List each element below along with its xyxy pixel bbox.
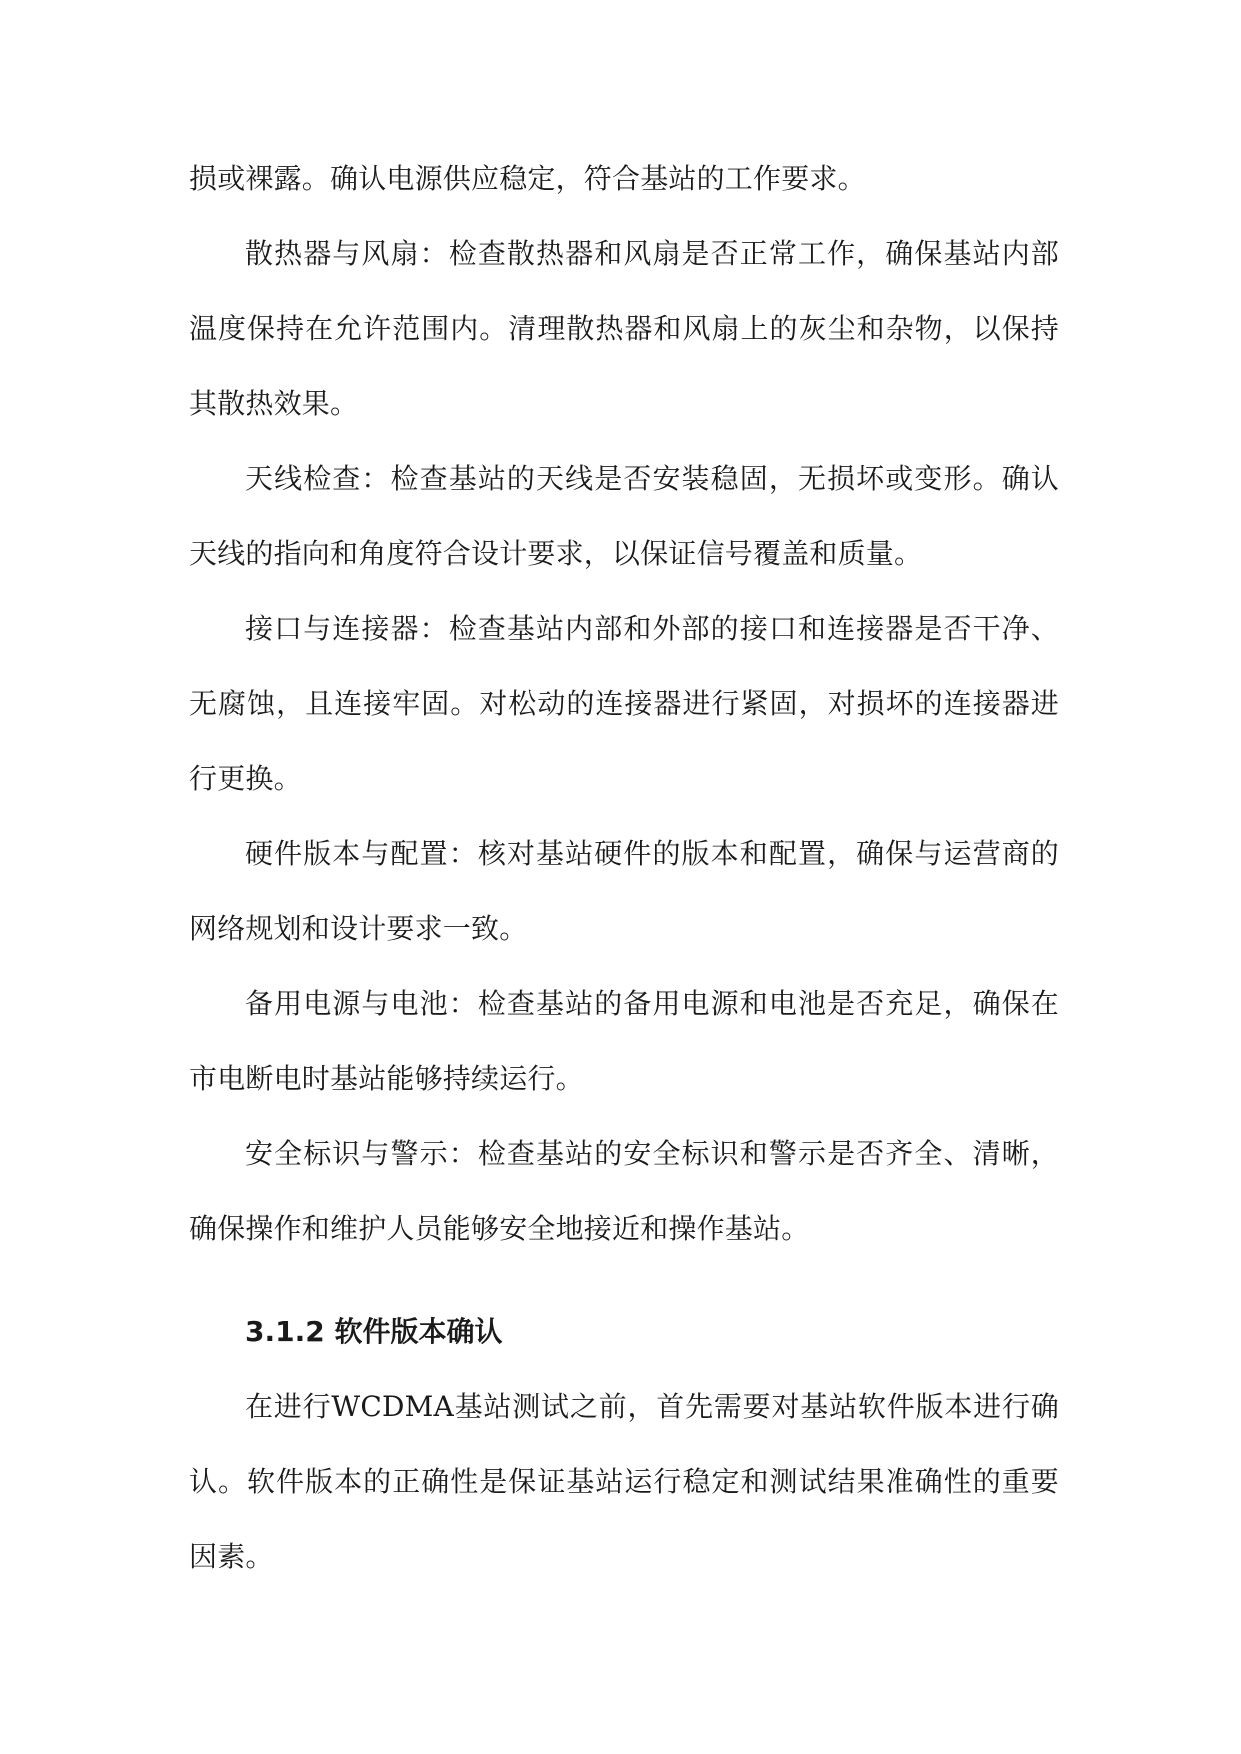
paragraph-hardware-version: 硬件版本与配置：核对基站硬件的版本和配置，确保与运营商的网络规划和设计要求一致。	[189, 837, 1059, 945]
paragraph-heatsink-fan: 散热器与风扇：检查散热器和风扇是否正常工作，确保基站内部温度保持在允许范围内。清理散热器和风扇上的灰尘和杂物，以保持其散热效果。	[189, 237, 1059, 420]
paragraph-software-version: 在进行WCDMA基站测试之前，首先需要对基站软件版本进行确认。软件版本的正确性是保证基站运行稳定和测试结果准确性的重要因素。	[189, 1390, 1059, 1573]
document-body	[189, 141, 1059, 1594]
paragraph-antenna-check: 天线检查：检查基站的天线是否安装稳固，无损坏或变形。确认天线的指向和角度符合设计要求，以保证信号覆盖和质量。	[189, 462, 1059, 570]
section-heading: 3.1.2 软件版本确认	[245, 1315, 503, 1348]
paragraph-backup-power: 备用电源与电池：检查基站的备用电源和电池是否充足，确保在市电断电时基站能够持续运行。	[189, 987, 1059, 1095]
paragraph-power-continued: 损或裸露。确认电源供应稳定，符合基站的工作要求。	[189, 162, 866, 195]
paragraph-safety-signs: 安全标识与警示：检查基站的安全标识和警示是否齐全、清晰，确保操作和维护人员能够安全地接近和操作基站。	[189, 1137, 1059, 1245]
paragraph-interface-connector: 接口与连接器：检查基站内部和外部的接口和连接器是否干净、无腐蚀，且连接牢固。对松动的连接器进行紧固，对损坏的连接器进行更换。	[189, 612, 1059, 795]
